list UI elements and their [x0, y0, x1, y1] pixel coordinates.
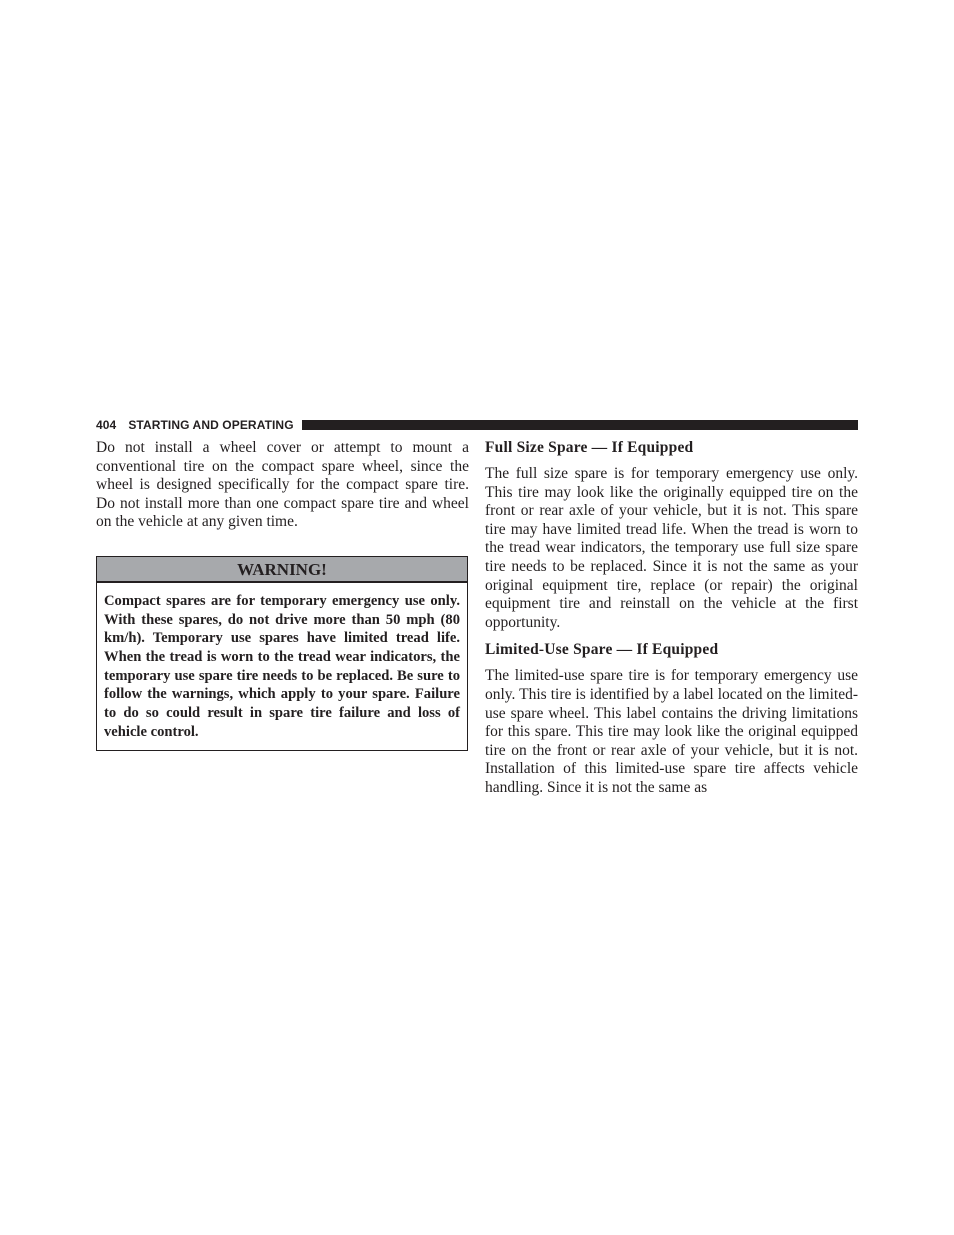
header-rule: [302, 420, 858, 430]
warning-title: WARNING!: [97, 557, 467, 583]
right-column: [485, 438, 858, 798]
limited-use-spare-body: The limited-use spare tire is for temporary emergency use only. This tire is identified by a label located on the limited-use spare wheel. This label contains the driving limitations for this spare. This tire may look like the original equipped tire on the front or rear axle of your vehicle, but it is not. Installation of this limited-use spare tire affects vehicle handling. Since it is not the same as: [485, 667, 858, 796]
page-header: [96, 418, 858, 432]
full-size-spare-body: The full size spare is for temporary emergency use only. This tire may look like the originally equipped tire on the front or rear axle of your vehicle, but it is not. This spare tire may have limited tread life. When the tread is worn to the tread wear indicators, the temporary use full size spare tire needs to be replaced. Since it is not the same as your original equipment tire, replace (or repair) the original equipment tire and reinstall on the vehicle at the first opportunity.: [485, 465, 858, 631]
warning-box: [96, 556, 468, 751]
section-title: STARTING AND OPERATING: [128, 418, 294, 432]
full-size-spare-heading: Full Size Spare — If Equipped: [485, 439, 694, 456]
limited-use-spare-heading: Limited-Use Spare — If Equipped: [485, 641, 719, 659]
warning-body: Compact spares are for temporary emergency use only. With these spares, do not drive more than 50 mph (80 km/h). Temporary use spares have limited tread life. When the tread is worn to the tread wear indicators, the temporary use spare tire needs to be replaced. Be sure to follow the warnings, which apply to your spare. Failure to do so could result in spare tire failure and loss of vehicle control.: [104, 592, 460, 740]
intro-paragraph: Do not install a wheel cover or attempt to mount a conventional tire on the compact spare wheel, since the wheel is designed specifically for the compact spare tire. Do not install more than one compact spare tire and wheel on the vehicle at any given time.: [96, 439, 469, 531]
page-number: 404: [96, 418, 117, 432]
left-column: [96, 438, 469, 751]
